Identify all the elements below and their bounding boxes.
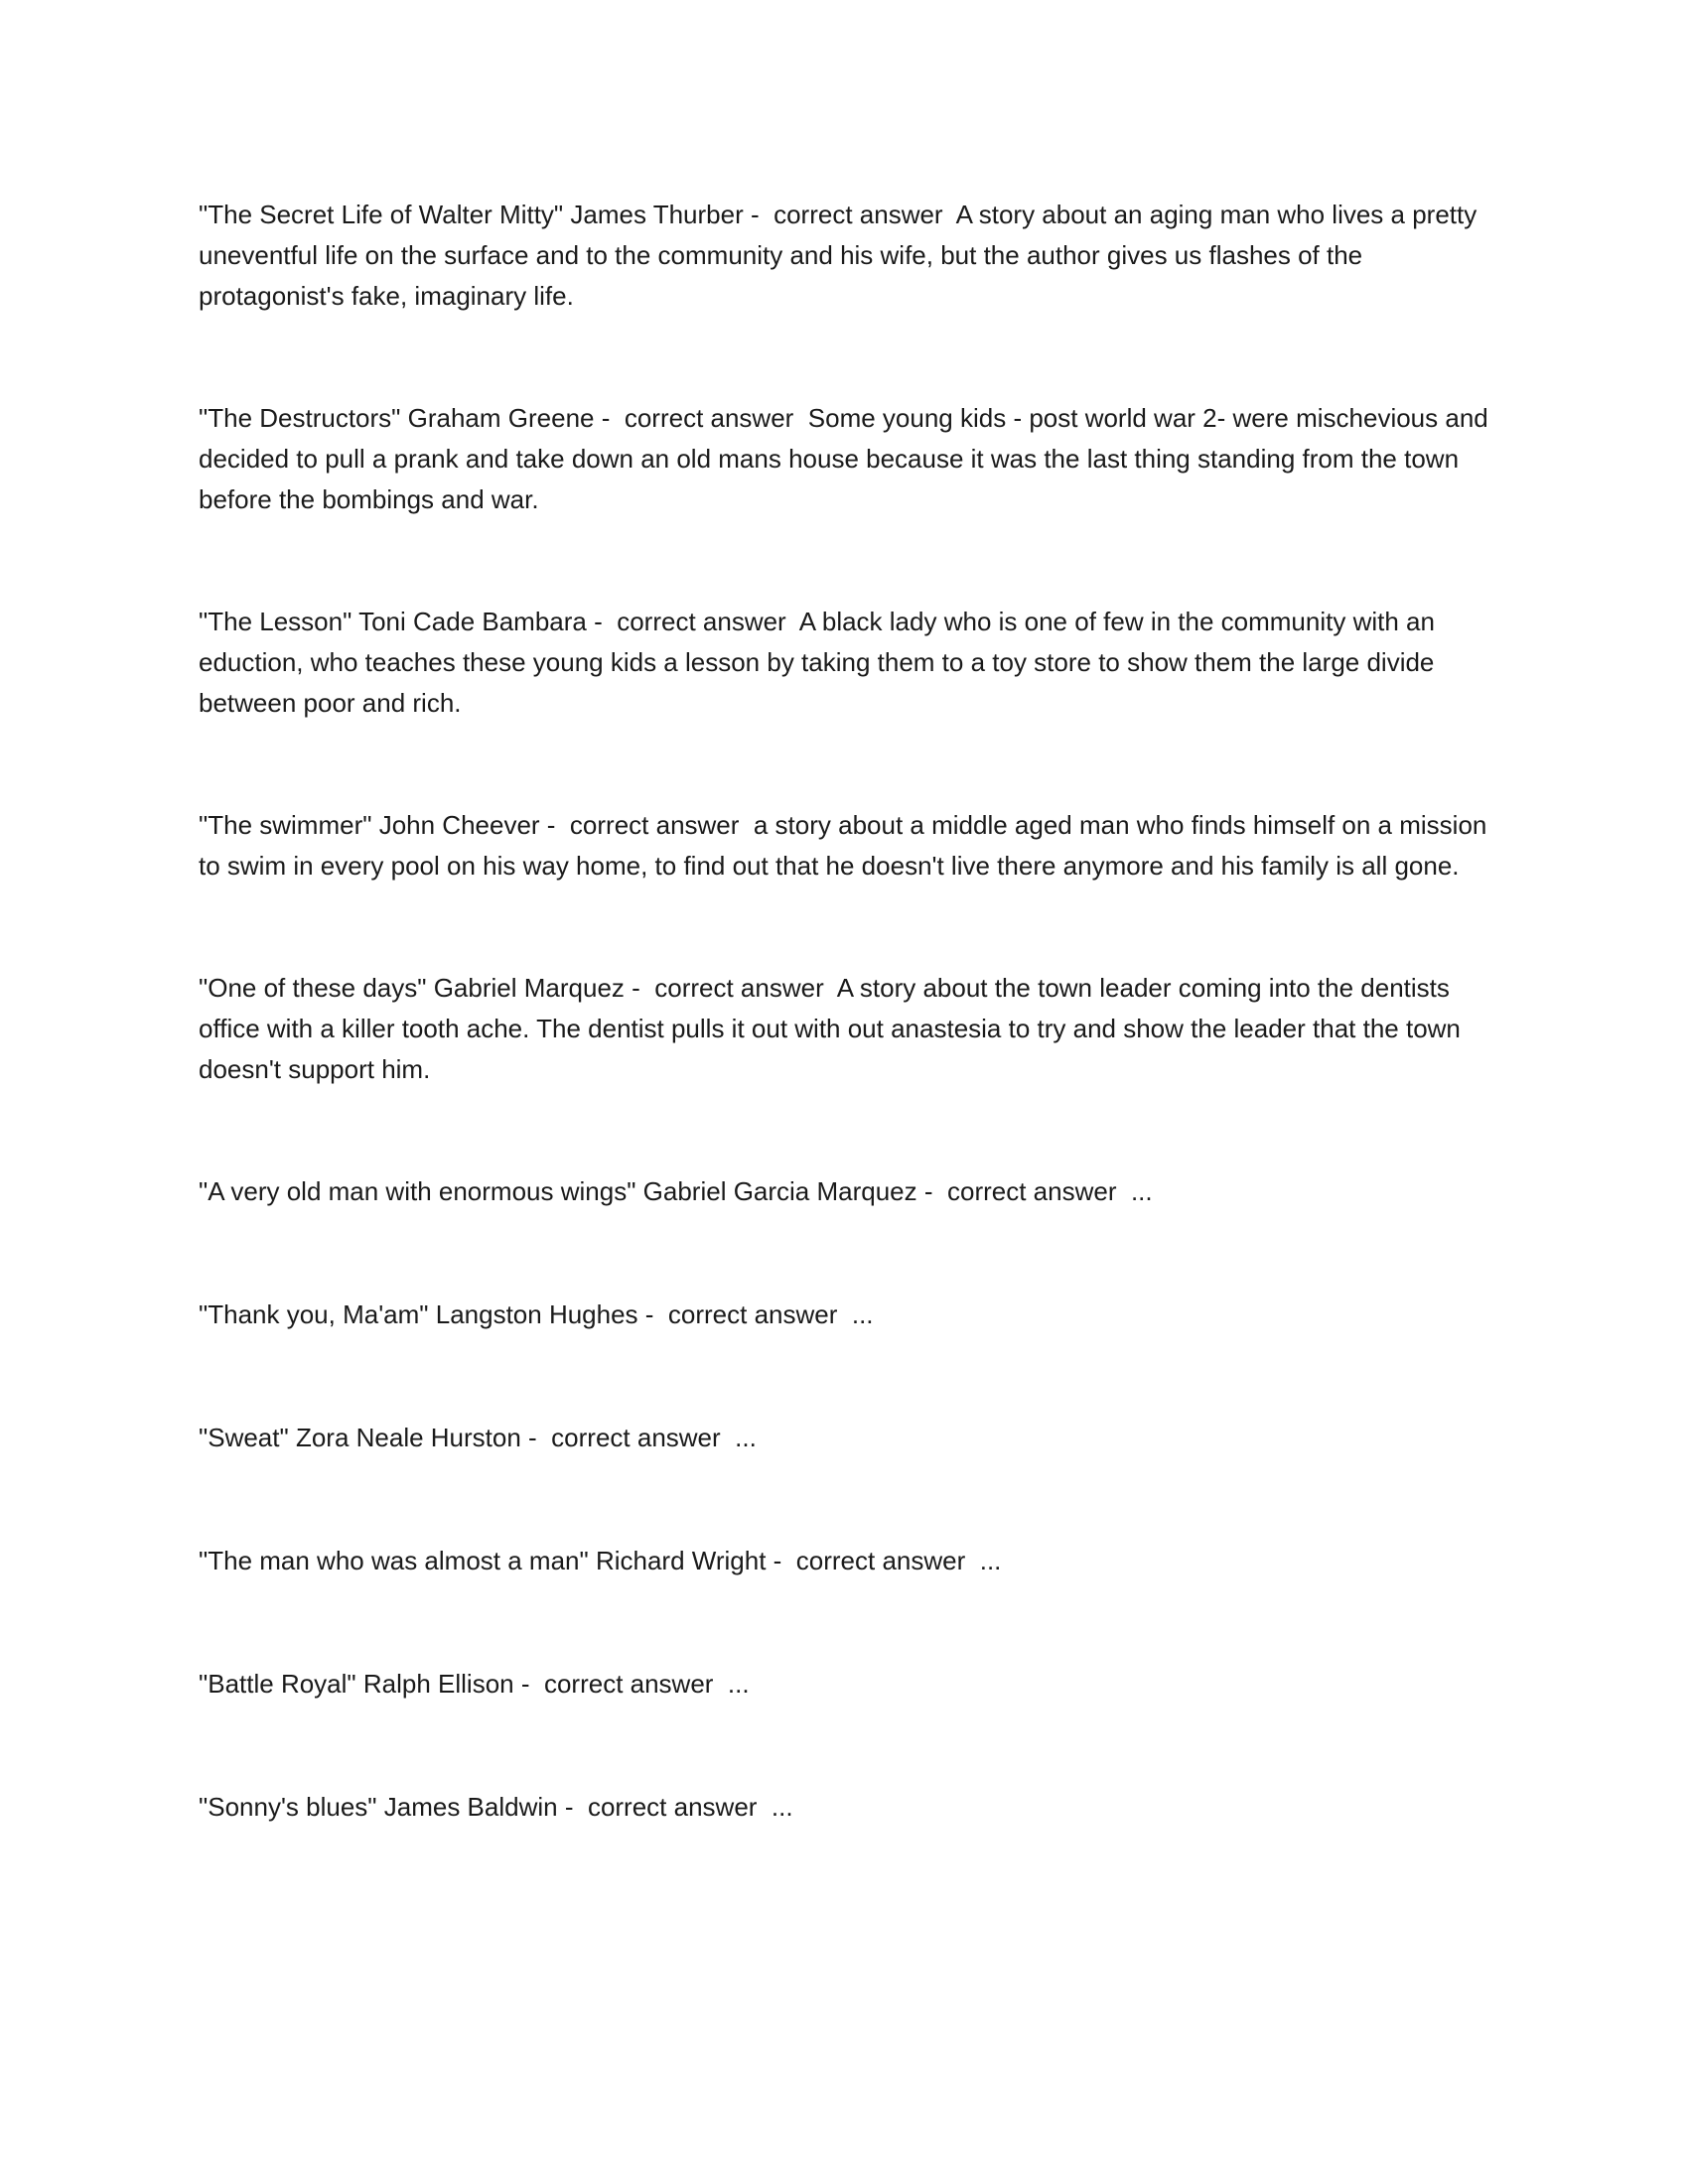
entry-answer: A story about an aging man who lives a pretty uneventful life on the surface and to the community and his wife, but the author gives us flashes of the protagonist's fake, imaginary life. — [199, 200, 1477, 311]
flashcard-entry — [199, 1295, 1489, 1335]
entry-title: "Sweat" Zora Neale Hurston - — [199, 1423, 537, 1452]
flashcard-entry — [199, 1541, 1489, 1581]
entry-label: correct answer — [795, 1546, 966, 1575]
flashcard-entry — [199, 805, 1489, 887]
flashcard-entry — [199, 398, 1489, 520]
flashcard-entry — [199, 1418, 1489, 1458]
flashcard-entry — [199, 1664, 1489, 1705]
entry-answer: Some young kids - post world war 2- were mischevious and decided to pull a prank and take down an old mans house because it was the last thing standing from the town before the bombings and war. — [199, 403, 1488, 514]
entry-answer: ... — [735, 1423, 757, 1452]
entry-label: correct answer — [551, 1423, 721, 1452]
flashcard-list — [199, 195, 1489, 1910]
entry-label: correct answer — [946, 1176, 1117, 1206]
flashcard-entry — [199, 1171, 1489, 1212]
flashcard-entry — [199, 195, 1489, 317]
entry-label: correct answer — [543, 1669, 714, 1699]
entry-answer: a story about a middle aged man who finds himself on a mission to swim in every pool on his way home, to find out that he doesn't live there anymore and his family is all gone. — [199, 810, 1487, 881]
entry-title: "One of these days" Gabriel Marquez - — [199, 973, 640, 1003]
entry-answer: ... — [851, 1299, 874, 1329]
entry-label: correct answer — [569, 810, 740, 840]
entry-answer: ... — [1130, 1176, 1153, 1206]
entry-title: "Battle Royal" Ralph Ellison - — [199, 1669, 530, 1699]
entry-label: correct answer — [624, 403, 794, 433]
entry-answer: A black lady who is one of few in the community with an eduction, who teaches these young kids a lesson by taking them to a toy store to show them the large divide between poor and rich. — [199, 607, 1435, 718]
flashcard-entry — [199, 602, 1489, 724]
entry-title: "The man who was almost a man" Richard Wright - — [199, 1546, 782, 1575]
entry-title: "The Destructors" Graham Greene - — [199, 403, 611, 433]
entry-title: "A very old man with enormous wings" Gabriel Garcia Marquez - — [199, 1176, 933, 1206]
entry-answer: ... — [727, 1669, 750, 1699]
flashcard-entry — [199, 968, 1489, 1090]
entry-title: "The swimmer" John Cheever - — [199, 810, 556, 840]
entry-label: correct answer — [667, 1299, 838, 1329]
entry-title: "The Lesson" Toni Cade Bambara - — [199, 607, 603, 636]
entry-title: "The Secret Life of Walter Mitty" James Thurber - — [199, 200, 760, 229]
entry-label: correct answer — [774, 200, 943, 229]
entry-title: "Sonny's blues" James Baldwin - — [199, 1792, 574, 1822]
flashcard-entry — [199, 1787, 1489, 1828]
entry-label: correct answer — [654, 973, 824, 1003]
entry-answer: ... — [771, 1792, 793, 1822]
entry-label: correct answer — [617, 607, 786, 636]
entry-title: "Thank you, Ma'am" Langston Hughes - — [199, 1299, 654, 1329]
entry-answer: ... — [979, 1546, 1002, 1575]
entry-answer: A story about the town leader coming into the dentists office with a killer tooth ache. The dentist pulls it out with out anastesia to try and show the leader that the town doesn't support him. — [199, 973, 1461, 1084]
entry-label: correct answer — [587, 1792, 758, 1822]
